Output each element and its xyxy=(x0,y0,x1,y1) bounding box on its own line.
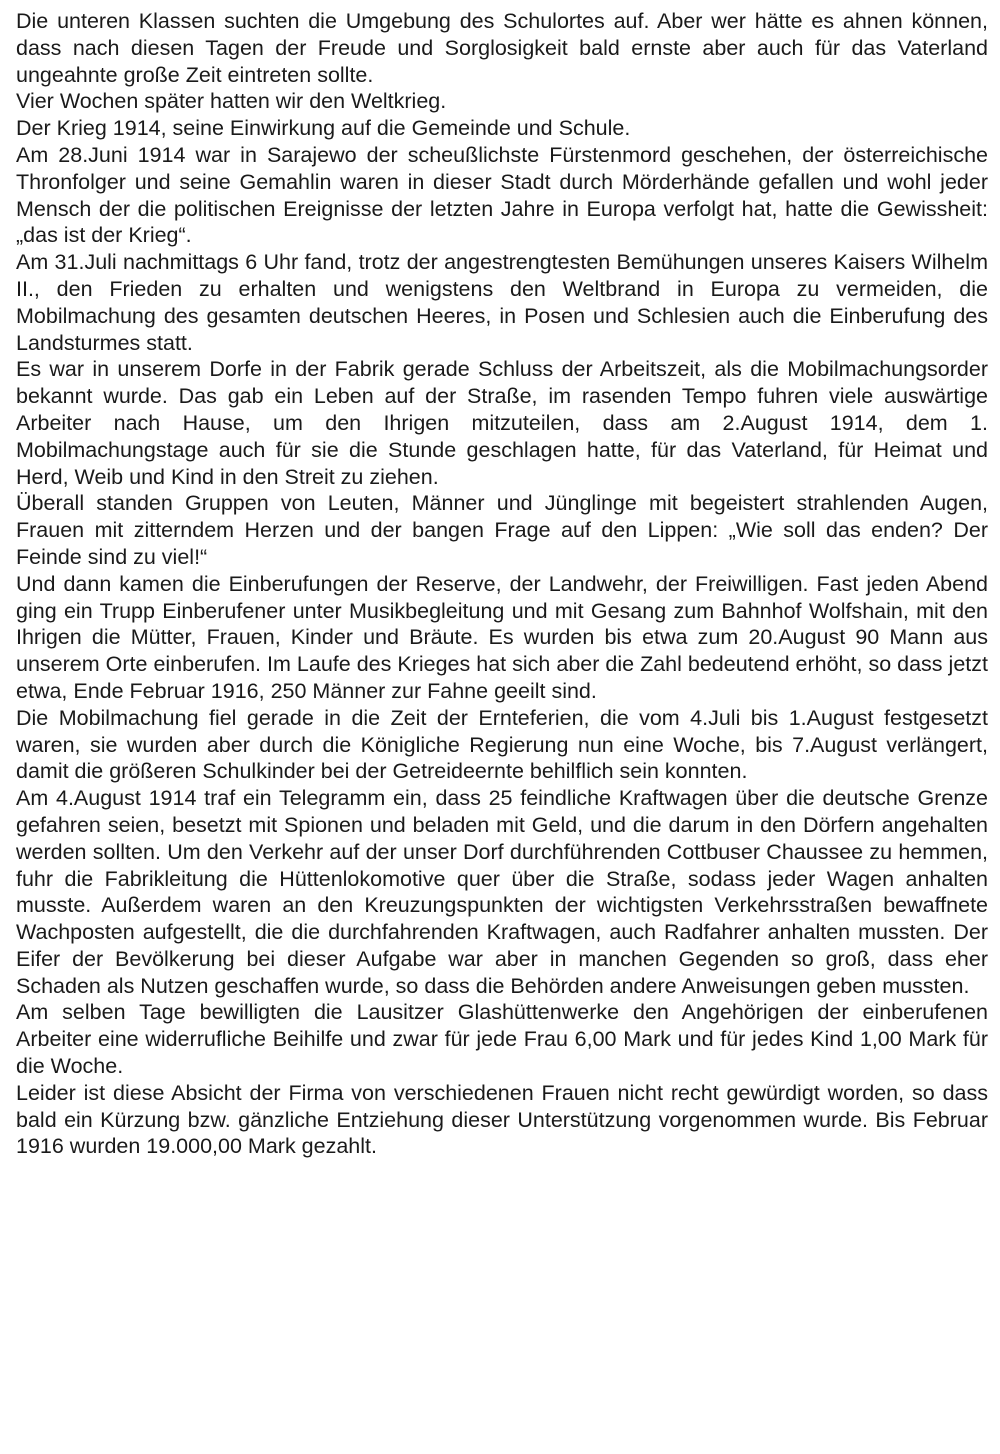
paragraph-conscriptions: Und dann kamen die Einberufungen der Reserve, der Landwehr, der Freiwilligen. Fast jeden Abend ging ein Trupp Einberufener unter Musikbegleitung und mit Gesang zum Bahnhof Wolfshain, mit den Ihrigen die Mütter, Frauen, Kinder und Bräute. Es wurden bis etwa zum 20.August 90 Mann aus unserem Orte einberufen. Im Laufe des Krieges hat sich aber die Zahl bedeutend erhöht, so dass jetzt etwa, Ende Februar 1916, 250 Männer zur Fahne geeilt sind. xyxy=(16,571,988,703)
paragraph-groups-of-people: Überall standen Gruppen von Leuten, Männer und Jünglinge mit begeistert strahlenden Augen, Frauen mit zitterndem Herzen und der bangen Frage auf den Lippen: „Wie soll das enden? Der Feinde sind zu viel!“ xyxy=(16,491,988,569)
paragraph-payments: Leider ist diese Absicht der Firma von verschiedenen Frauen nicht recht gewürdigt worden, so dass bald ein Kürzung bzw. gänzliche Entziehung dieser Unterstützung vorgenommen wurde. Bis Februar 1916 wurden 19.000,00 Mark gezahlt. xyxy=(16,1080,988,1159)
paragraph-school-excursion: Die unteren Klassen suchten die Umgebung des Schulortes auf. Aber wer hätte es ahnen können, dass nach diesen Tagen der Freude und Sorglosigkeit bald ernste aber auch für das Vaterland ungeahnte große Zeit eintreten sollte. xyxy=(16,9,988,87)
paragraph-harvest-holidays: Die Mobilmachung fiel gerade in die Zeit der Ernteferien, die vom 4.Juli bis 1.August festgesetzt waren, sie wurden aber durch die Königliche Regierung nun eine Woche, bis 7.August verlängert, damit die größeren Schulkinder bei der Getreideernte behilflich sein konnten. xyxy=(16,705,988,784)
paragraph-sarajevo: Am 28.Juni 1914 war in Sarajewo der scheußlichste Fürstenmord geschehen, der österreichische Thronfolger und seine Gemahlin waren in dieser Stadt durch Mörderhände gefallen und wohl jeder Mensch der die politischen Ereignisse der letzten Jahre in Europa verfolgt hat, hatte die Gewissheit: „das ist der Krieg“. xyxy=(16,142,988,248)
paragraph-village-factory: Es war in unserem Dorfe in der Fabrik gerade Schluss der Arbeitszeit, als die Mobilmachungsorder bekannt wurde. Das gab ein Leben auf der Straße, im rasenden Tempo fuhren viele auswärtige Arbeiter nach Hause, um den Ihrigen mitzuteilen, dass am 2.August 1914, dem 1. Mobilmachungstage auch für sie die Stunde geschlagen hatte, für das Vaterland, für Heimat und Herd, Weib und Kind in den Streit zu ziehen. xyxy=(16,357,988,489)
paragraph-telegram: Am 4.August 1914 traf ein Telegramm ein, dass 25 feindliche Kraftwagen über die deutsche Grenze gefahren seien, besetzt mit Spionen und beladen mit Geld, und die darum in den Dörfern angehalten werden sollten. Um den Verkehr auf der unser Dorf durchführenden Cottbuser Chaussee zu hemmen, fuhr die Fabrikleitung die Hüttenlokomotive quer über die Straße, sodass jeder Wagen anhalten musste. Außerdem waren an den Kreuzungspunkten der wichtigsten Verkehrsstraßen bewaffnete Wachposten aufgestellt, die die durchfahrenden Kraftwagen, auch Radfahrer anhalten mussten. Der Eifer der Bevölkerung bei dieser Aufgabe war aber in manchen Gegenden so groß, dass eher Schaden als Nutzen geschaffen wurde, so dass die Behörden andere Anweisungen geben mussten. xyxy=(16,786,988,998)
paragraph-allowance: Am selben Tage bewilligten die Lausitzer Glashüttenwerke den Angehörigen der einberufenen Arbeiter eine widerrufliche Beihilfe und zwar für jede Frau 6,00 Mark und für jedes Kind 1,00 Mark für die Woche. xyxy=(16,1000,988,1079)
section-heading-war-1914: Der Krieg 1914, seine Einwirkung auf die Gemeinde und Schule. xyxy=(16,116,631,141)
paragraph-mobilization: Am 31.Juli nachmittags 6 Uhr fand, trotz der angestrengtesten Bemühungen unseres Kaisers Wilhelm II., den Frieden zu erhalten und wenigstens den Weltbrand in Europa zu vermeiden, die Mobilmachung des gesamten deutschen Heeres, in Posen und Schlesien auch die Einberufung des Landsturmes statt. xyxy=(16,250,988,355)
paragraph-world-war: Vier Wochen später hatten wir den Weltkrieg. xyxy=(16,89,447,114)
